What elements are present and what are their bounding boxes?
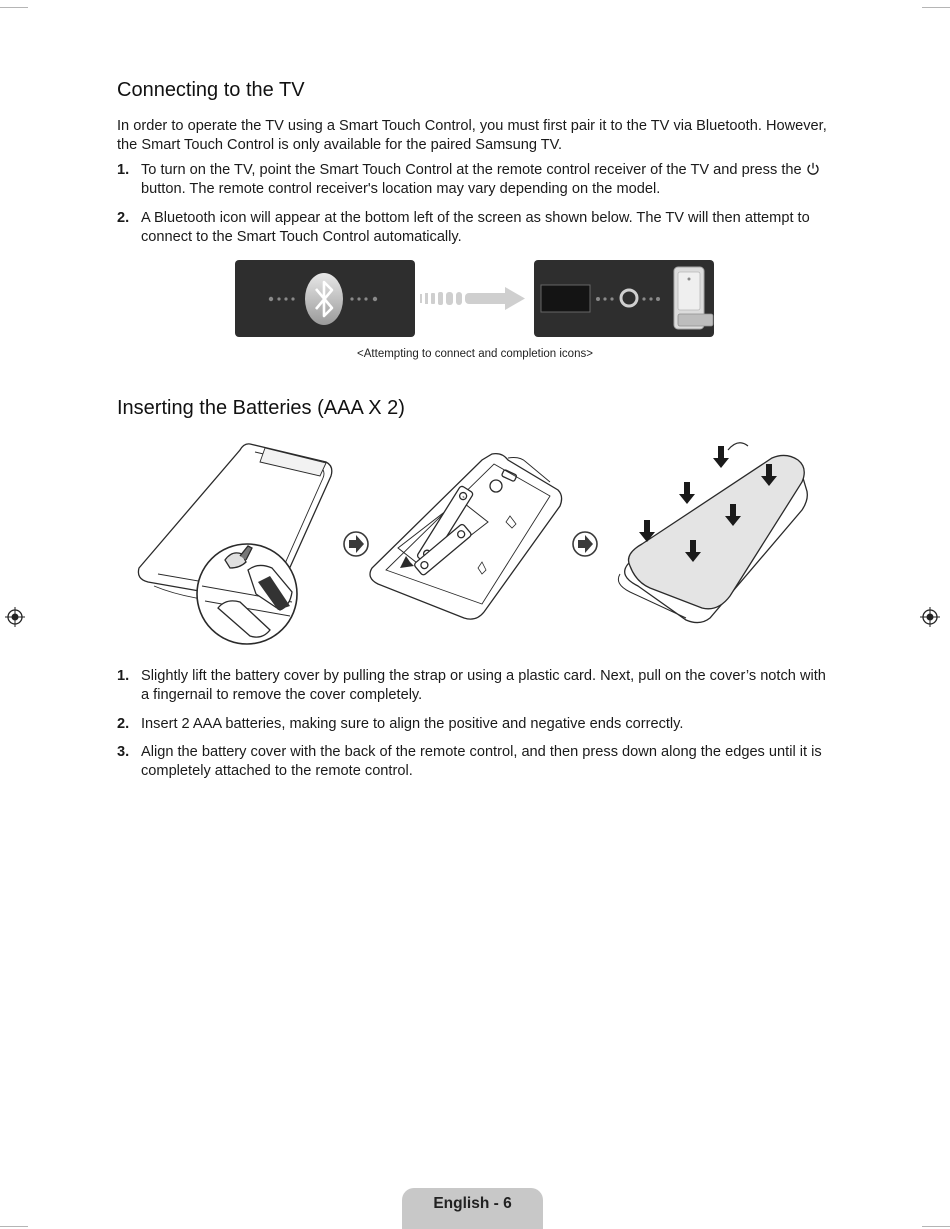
remove-cover-illustration: [138, 444, 331, 644]
step-text: button. The remote control receiver's location may vary depending on the model.: [141, 181, 661, 197]
tv-screen-connected: [534, 260, 714, 337]
bluetooth-connection-figure: [235, 259, 715, 339]
tv-screen-connecting: [235, 260, 415, 337]
connect-steps-list: [117, 161, 829, 256]
step-number: 1.: [117, 668, 130, 684]
power-icon: [806, 162, 820, 176]
insert-batteries-illustration: [370, 454, 562, 620]
registration-mark-icon: [5, 607, 25, 627]
step-text: Align the battery cover with the back of the remote control, and then press down along the edges until it is completely attached to the remote control.: [141, 744, 822, 779]
step-text: Insert 2 AAA batteries, making sure to align the positive and negative ends correctly.: [141, 715, 684, 732]
next-arrow-icon: [420, 287, 525, 310]
step-text: A Bluetooth icon will appear at the bottom left of the screen as shown below. The TV will then attempt to connect to the Smart Touch Control automatically.: [141, 209, 810, 245]
next-arrow-icon: [573, 532, 597, 556]
crop-mark-top-left: [0, 7, 28, 8]
crop-mark-bottom-left: [0, 1226, 28, 1227]
step-number: 2.: [117, 209, 130, 226]
registration-mark-icon: [920, 607, 940, 627]
battery-steps-list: [117, 667, 829, 791]
list-item: [117, 161, 829, 199]
figure-caption: <Attempting to connect and completion icons>: [357, 348, 593, 360]
list-item: [117, 715, 829, 734]
list-item: [117, 209, 829, 247]
step-text: Slightly lift the battery cover by pulling the strap or using a plastic card. Next, pull on the cover’s notch with a fingernail to remove the cover completely.: [141, 668, 826, 703]
crop-mark-top-right: [922, 7, 950, 8]
step-number: 3.: [117, 744, 130, 760]
step-number: 1.: [117, 162, 130, 178]
section-title-connecting: Connecting to the TV: [117, 79, 305, 101]
section-title-batteries: Inserting the Batteries (AAA X 2): [117, 397, 405, 419]
svg-text:+: +: [460, 494, 468, 501]
step-number: 2.: [117, 715, 130, 732]
page-number-tab: English - 6: [402, 1188, 543, 1229]
list-item: [117, 743, 829, 781]
crop-mark-bottom-right: [922, 1226, 950, 1227]
step-text: To turn on the TV, point the Smart Touch Control at the remote control receiver of the TV and press the: [141, 162, 806, 178]
bluetooth-icon: [305, 273, 343, 325]
intro-paragraph: In order to operate the TV using a Smart Touch Control, you must first pair it to the TV via Bluetooth. However, the Smart Touch Control is only available for the paired Samsung TV.: [117, 118, 827, 153]
next-arrow-icon: [344, 532, 368, 556]
battery-insertion-figure: [130, 436, 820, 648]
list-item: [117, 667, 829, 705]
